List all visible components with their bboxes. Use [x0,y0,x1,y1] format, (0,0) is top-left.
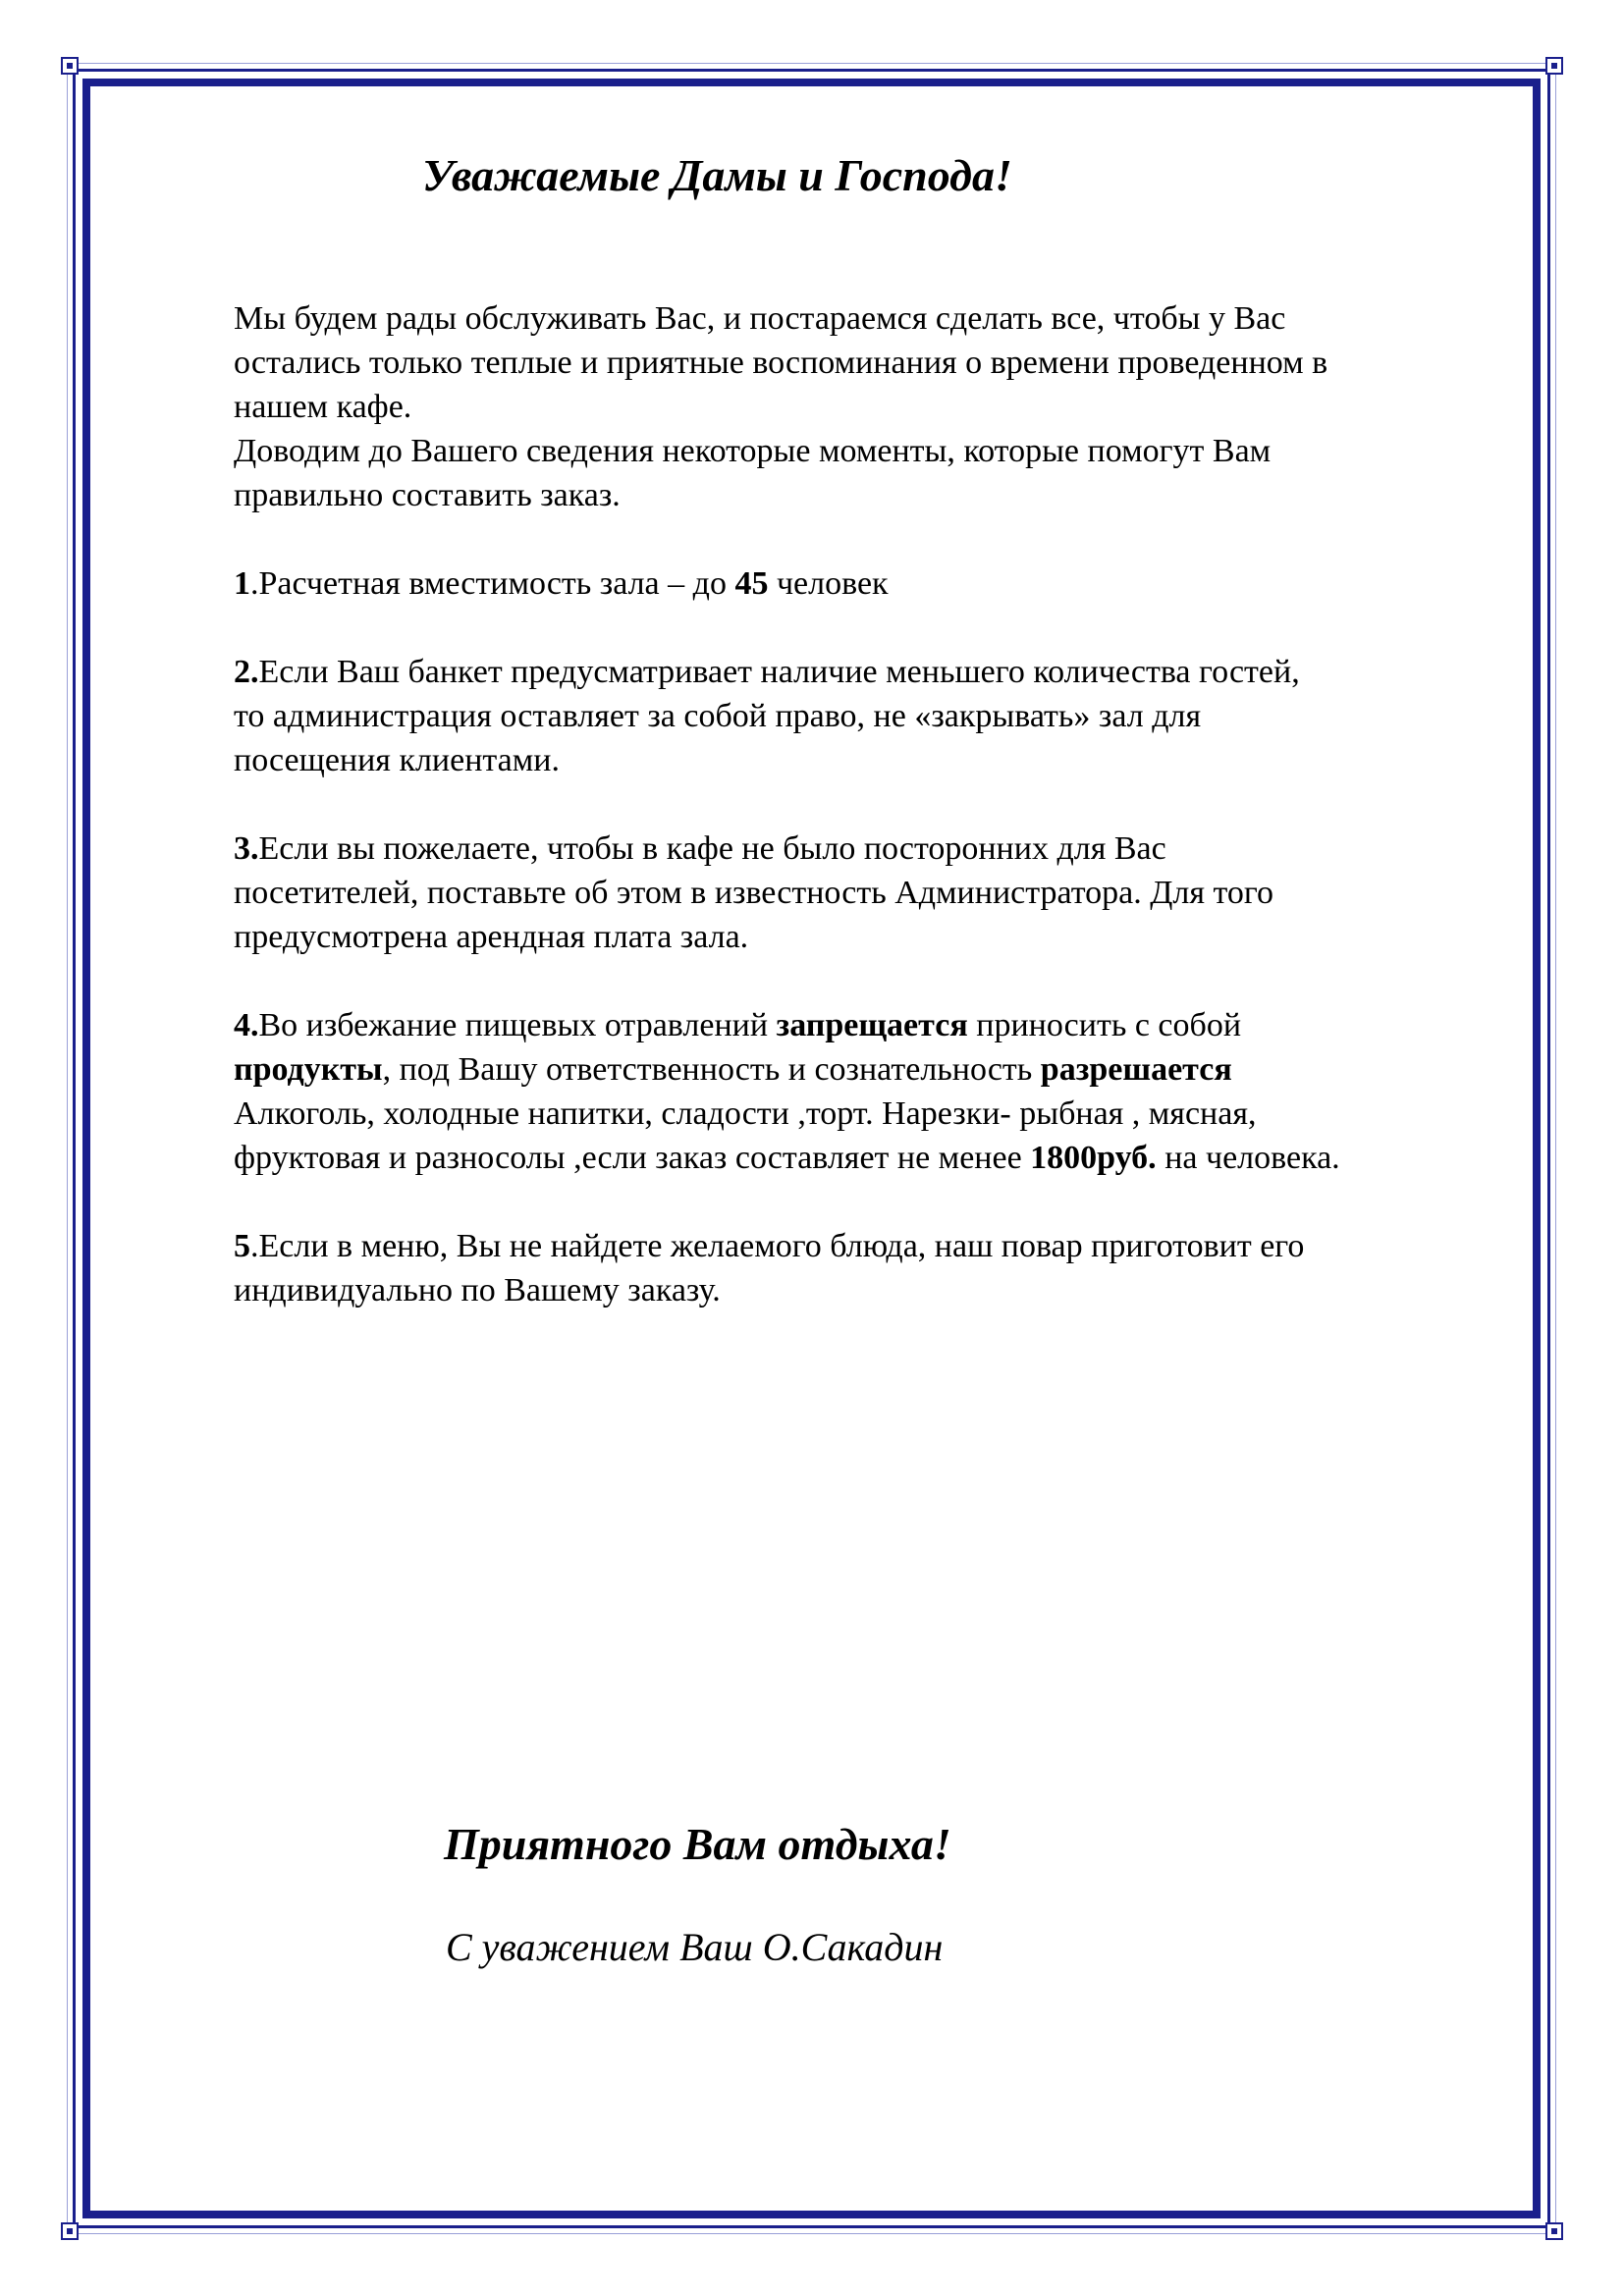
rule-item-1 [234,561,1530,606]
frame-corner-ornament [61,2222,79,2240]
rule-highlight: разрешается [1040,1051,1232,1088]
rule-text: человек [768,565,889,602]
letter-body [234,296,1530,1312]
intro-line: Доводим до Вашего сведения некоторые моменты, которые помогут Вам [234,433,1272,469]
rule-text: на человека. [1156,1140,1340,1176]
frame-corner-ornament [1545,2222,1563,2240]
rule-number: 2. [234,654,259,690]
rule-text: индивидуально по Вашему заказу. [234,1272,721,1308]
rule-highlight: 1800руб. [1030,1140,1157,1176]
rule-text: Если Ваш банкет предусматривает наличие меньшего количества гостей, [258,654,1300,690]
signature: С уважением Ваш О.Сакадин [446,1925,944,1969]
rule-item-5 [234,1224,1530,1312]
rule-number: 5 [234,1228,250,1264]
rule-text: Алкоголь, холодные напитки, сладости ,торт. Нарезки- рыбная , мясная, [234,1095,1257,1132]
intro-line: Мы будем рады обслуживать Вас, и постараемся сделать все, чтобы у Вас [234,300,1286,337]
rule-text: .Если в меню, Вы не найдете желаемого блюда, наш повар приготовит его [250,1228,1305,1264]
rule-text: фруктовая и разносолы ,если заказ составляет не менее [234,1140,1031,1176]
closing-wish: Приятного Вам отдыха! [444,1819,951,1869]
rule-highlight: запрещается [776,1007,968,1043]
rule-text: предусмотрена арендная плата зала. [234,919,749,955]
rule-text: , под Вашу ответственность и сознательность [382,1051,1041,1088]
rule-text: посетителей, поставьте об этом в известность Администратора. Для того [234,875,1274,911]
intro-paragraph [234,296,1530,517]
rule-text: Во избежание пищевых отравлений [258,1007,777,1043]
rule-number: 3. [234,830,259,867]
rule-highlight: 45 [734,565,769,602]
rule-item-3 [234,827,1530,959]
intro-line: правильно составить заказ. [234,477,621,513]
intro-line: нашем кафе. [234,389,412,425]
frame-corner-ornament [1545,57,1563,75]
rule-text: посещения клиентами. [234,742,560,778]
rule-item-4 [234,1003,1530,1180]
rule-text: приносить с собой [967,1007,1242,1043]
page-heading: Уважаемые Дамы и Господа! [422,150,1012,200]
rule-text: .Расчетная вместимость зала – до [250,565,735,602]
rule-number: 1 [234,565,250,602]
rule-text: то администрация оставляет за собой право, не «закрывать» зал для [234,698,1202,734]
rule-highlight: продукты [234,1051,383,1088]
rule-number: 4. [234,1007,259,1043]
rule-text: Если вы пожелаете, чтобы в кафе не было посторонних для Вас [258,830,1166,867]
frame-corner-ornament [61,57,79,75]
rule-item-2 [234,650,1530,782]
intro-line: остались только теплые и приятные воспоминания о времени проведенном в [234,345,1328,381]
